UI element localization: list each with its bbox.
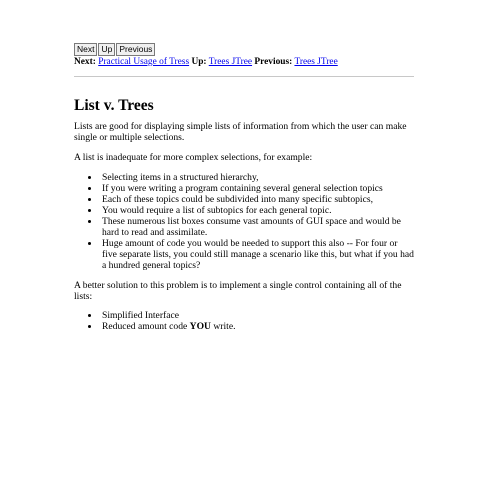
list-item: • These numerous list boxes consume vast amounts of GUI space and would be hard to read and assimilate. [100,216,414,238]
up-label: Up: [191,57,207,67]
page-title: List v. Trees [74,97,154,114]
previous-label: Previous: [254,57,293,67]
list-item: • If you were writing a program containing several general selection topics [100,183,414,194]
intro-paragraph: Lists are good for displaying simple lists of information from which the user can make single or multiple selections. [74,121,407,143]
up-link[interactable]: Trees JTree [208,57,253,67]
up-button[interactable]: Up [98,43,115,56]
previous-button[interactable]: Previous [116,43,155,56]
next-label: Next: [74,57,96,67]
previous-link[interactable]: Trees JTree [294,57,338,67]
divider [74,76,414,77]
solution-list [74,310,414,332]
list-item: • Simplified Interface [100,310,414,321]
nav-links [74,57,414,68]
next-button[interactable]: Next [74,43,97,56]
list-item: • Each of these topics could be subdivided into many specific subtopics, [100,194,414,205]
list-item: • Selecting items in a structured hierarchy, [100,172,414,183]
solution-intro: A better solution to this problem is to implement a single control containing all of the lists: [74,280,402,302]
list-item [100,321,414,332]
item-text: write. [210,321,236,332]
inadequate-list [74,172,414,271]
list-item: • You would require a list of subtopics for each general topic. [100,205,414,216]
list-item: • Huge amount of code you would be needed to support this also -- For four or five separate lists, you could still manage a scenario like this, but what if you had a hundred general topics? [100,238,414,271]
inadequate-intro: A list is inadequate for more complex selections, for example: [74,152,313,163]
document-page [74,43,414,341]
item-text: Reduced amount code [102,321,190,332]
nav-buttons [74,43,414,56]
next-link[interactable]: Practical Usage of Tress [98,57,190,67]
emphasis-you: YOU [189,321,211,332]
